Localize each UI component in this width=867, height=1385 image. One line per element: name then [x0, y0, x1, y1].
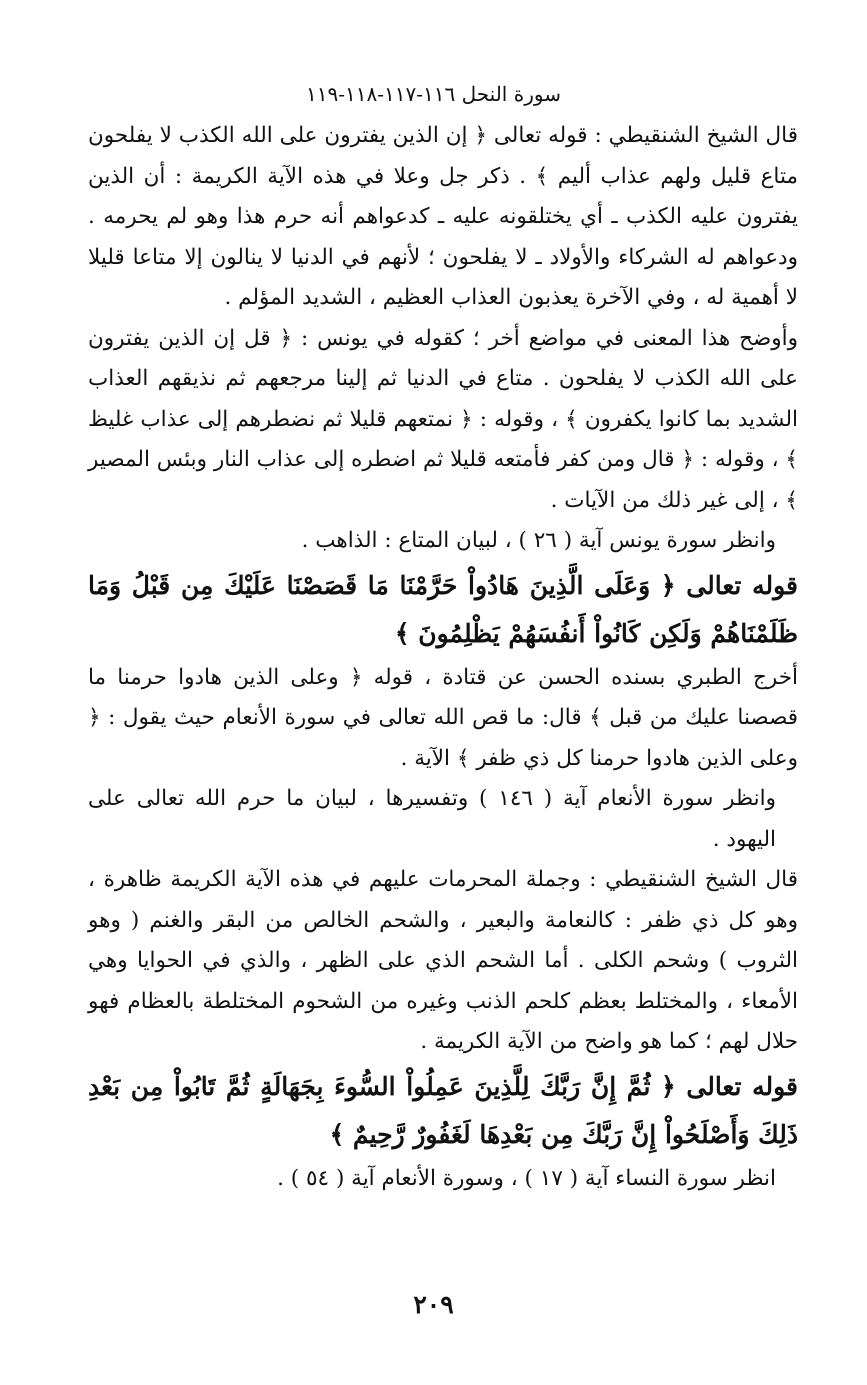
running-header: سورة النحل ١١٦-١١٧-١١٨-١١٩ — [306, 82, 561, 106]
paragraph-see-nisa: انظر سورة النساء آية ( ١٧ ) ، وسورة الأنعام آية ( ٥٤ ) . — [277, 1165, 776, 1191]
page-number: ٢٠٩ — [413, 1290, 454, 1319]
verse-heading-119: قوله تعالى ﴿ ثُمَّ إِنَّ رَبَّكَ لِلَّذِينَ عَمِلُواْ السُّوءَ بِجَهَالَةٍ ثُمَّ تَابُواْ مِن بَعْدِ ذَلِكَ وَأَصْلَحُواْ إِنَّ رَبَّكَ مِن بَعْدِهَا لَغَفُورٌ رَّحِيمٌ ﴾ — [88, 1071, 798, 1149]
paragraph-related-verses: وأوضح هذا المعنى في مواضع أخر ؛ كقوله في يونس : ﴿ قل إن الذين يفترون على الله الكذب لا يفلحون . متاع في الدنيا ثم إلينا مرجعهم ثم نذيقهم العذاب الشديد بما كانوا يكفرون ﴾ ، وقوله : ﴿ نمتعهم قليلا ثم نضطرهم إلى عذاب غليظ ﴾ ، وقوله : ﴿ قال ومن كفر فأمتعه قليلا ثم اضطره إلى عذاب النار وبئس المصير ﴾ ، إلى غير ذلك من الآيات . — [88, 325, 798, 513]
paragraph-see-yunus: وانظر سورة يونس آية ( ٢٦ ) ، لبيان المتاع : الذاهب . — [301, 528, 776, 553]
paragraph-prohibitions: قال الشيخ الشنقيطي : وجملة المحرمات عليهم في هذه الآية الكريمة ظاهرة ، وهو كل ذي ظفر : كالنعامة والبعير ، والشحم الخالص من البقر والغنم ( وهو الثروب ) وشحم الكلى . أما الشحم الذي على الظهر ، والذي في الحوايا وهي الأمعاء ، والمختلط بعظم كلحم الذنب وغيره من الشحوم المختلطة بالعظام فهو حلال لهم ؛ كما هو واضح من الآية الكريمة . — [88, 867, 798, 1054]
paragraph-tabari-narration: أخرج الطبري بسنده الحسن عن قتادة ، قوله ﴿ وعلى الذين هادوا حرمنا ما قصصنا عليك من قبل ﴾ قال: ما قص الله تعالى في سورة الأنعام حيث يقول : ﴿ وعلى الذين هادوا حرمنا كل ذي ظفر ﴾ الآية . — [88, 664, 798, 771]
paragraph-see-anam: وانظر سورة الأنعام آية ( ١٤٦ ) وتفسيرها ، لبيان ما حرم الله تعالى على اليهود . — [88, 786, 776, 852]
body-text — [88, 116, 798, 1199]
paragraph-shinqiti-commentary: قال الشيخ الشنقيطي : قوله تعالى ﴿ إن الذين يفترون على الله الكذب لا يفلحون متاع قليل ولهم عذاب أليم ﴾ . ذكر جل وعلا في هذه الآية الكريمة : أن الذين يفترون عليه الكذب ـ أي يختلقونه عليه ـ كدعواهم أنه حرم هذا وهو لم يحرمه . ودعواهم له الشركاء والأولاد ـ لا يفلحون ؛ لأنهم في الدنيا لا ينالون إلا متاعا قليلا لا أهمية له ، وفي الآخرة يعذبون العذاب العظيم ، الشديد المؤلم . — [88, 123, 798, 310]
verse-heading-118: قوله تعالى ﴿ وَعَلَى الَّذِينَ هَادُواْ حَرَّمْنَا مَا قَصَصْنَا عَلَيْكَ مِن قَبْلُ وَمَا ظَلَمْنَاهُمْ وَلَكِن كَانُواْ أَنفُسَهُمْ يَظْلِمُونَ ﴾ — [88, 570, 798, 648]
